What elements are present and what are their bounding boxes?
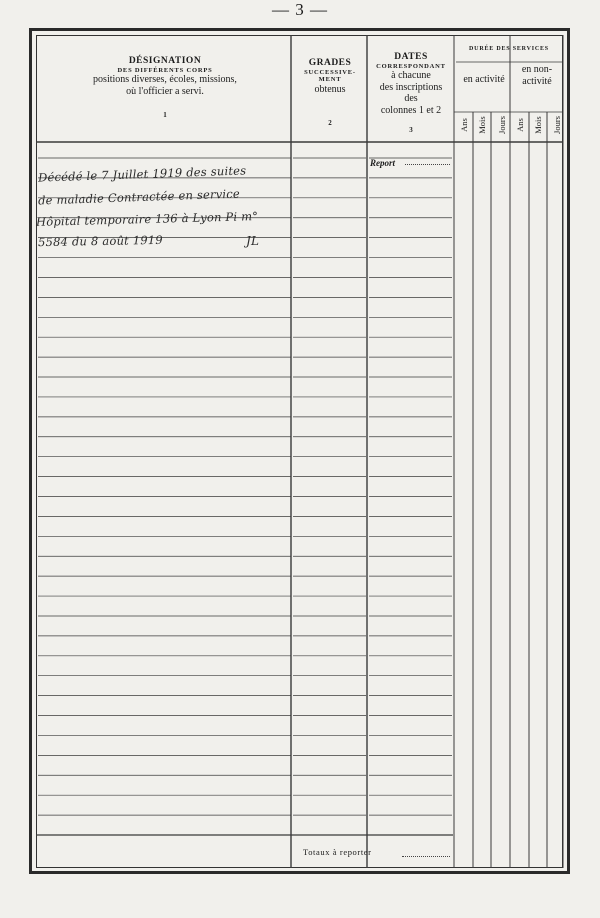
en-activite-header: en activité <box>463 74 505 85</box>
ans-header-1: Ans <box>459 118 469 132</box>
mois-header-2: Mois <box>533 116 543 134</box>
handwritten-line-3: Hôpital temporaire 136 à Lyon Pi m° <box>35 209 259 229</box>
handwritten-line-1: Décédé le 7 Juillet 1919 des suites <box>37 163 247 185</box>
dates-header: DATES CORRESPONDANT à chacune des inscriptions des colonnes 1 et 2 3 <box>376 52 446 135</box>
grades-header: GRADES SUCCESSIVE- MENT obtenus 2 <box>304 58 356 128</box>
non-activite-header: en non-activité <box>521 64 553 87</box>
report-dotted-line <box>405 164 450 165</box>
totaux-dotted-line <box>402 856 450 857</box>
report-label: Report <box>370 158 396 168</box>
duree-header: DURÉE DES SERVICES <box>469 46 549 52</box>
totaux-label: Totaux à reporter <box>303 847 372 857</box>
handwritten-initials: JL <box>246 234 260 248</box>
jours-header-1: Jours <box>497 116 507 134</box>
designation-header: DÉSIGNATION DES DIFFÉRENTS CORPS positions diverses, écoles, missions, où l'officier a servi. 1 <box>93 56 237 120</box>
handwritten-line-4: 5584 du 8 août 1919 <box>37 232 163 250</box>
handwritten-line-2: de maladie Contractée en service <box>37 186 241 208</box>
mois-header-1: Mois <box>477 116 487 134</box>
ans-header-2: Ans <box>515 118 525 132</box>
page-number: — 3 — <box>272 0 328 19</box>
jours-header-2: Jours <box>552 116 562 134</box>
